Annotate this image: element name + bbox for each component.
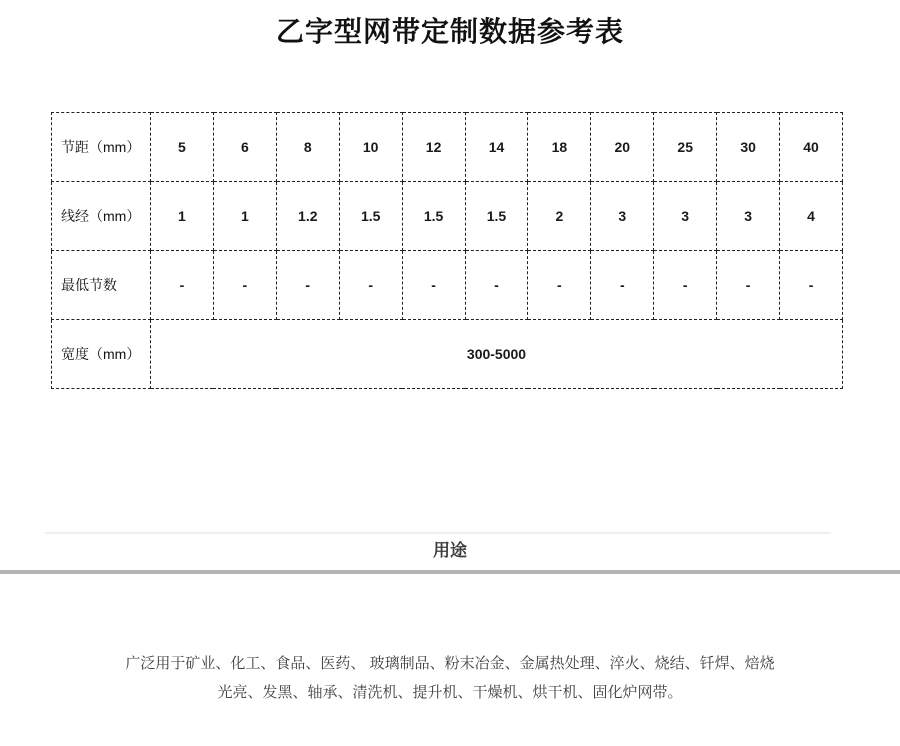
table-cell: 5	[151, 113, 214, 182]
table-cell: 12	[402, 113, 465, 182]
table-cell: 1.2	[276, 182, 339, 251]
table-cell: 1.5	[465, 182, 528, 251]
table-cell: 18	[528, 113, 591, 182]
table-cell: 4	[780, 182, 843, 251]
table-row-min-sections	[52, 251, 843, 320]
page-title: 乙字型网带定制数据参考表	[275, 16, 624, 47]
table-cell: -	[591, 251, 654, 320]
table-cell: -	[402, 251, 465, 320]
table-cell: 3	[717, 182, 780, 251]
table-cell: 3	[654, 182, 717, 251]
table-cell: -	[654, 251, 717, 320]
table-row-pitch	[52, 113, 843, 182]
table-cell: 20	[591, 113, 654, 182]
row-label-width: 宽度（mm）	[52, 320, 151, 389]
table-cell: -	[465, 251, 528, 320]
usage-top-divider	[45, 532, 831, 534]
table-cell: 2	[528, 182, 591, 251]
row-label-min-sections: 最低节数	[52, 251, 151, 320]
table-row-width	[52, 320, 843, 389]
table-cell: 10	[339, 113, 402, 182]
table-cell: 1.5	[339, 182, 402, 251]
table-cell: 1	[213, 182, 276, 251]
row-label-pitch: 节距（mm）	[52, 113, 151, 182]
table-cell: 40	[780, 113, 843, 182]
table-row-wire	[52, 182, 843, 251]
row-label-wire: 线经（mm）	[52, 182, 151, 251]
table-cell: -	[717, 251, 780, 320]
section-divider	[0, 570, 900, 574]
table-cell: 30	[717, 113, 780, 182]
table-cell: 25	[654, 113, 717, 182]
table-cell-width-range: 300-5000	[151, 320, 843, 389]
table-cell: -	[151, 251, 214, 320]
table-cell: -	[276, 251, 339, 320]
usage-paragraph	[100, 649, 800, 707]
usage-line-2: 光亮、发黑、轴承、清洗机、提升机、干燥机、烘干机、固化炉网带。	[217, 684, 683, 701]
table-cell: 1	[151, 182, 214, 251]
table-cell: -	[780, 251, 843, 320]
table-cell: 1.5	[402, 182, 465, 251]
table-cell: 14	[465, 113, 528, 182]
usage-line-1: 广泛用于矿业、化工、食品、医药、 玻璃制品、粉末冶金、金属热处理、淬火、烧结、钎焊、焙烧	[125, 655, 775, 672]
spec-table	[51, 112, 843, 389]
usage-heading: 用途	[433, 541, 467, 560]
table-cell: -	[213, 251, 276, 320]
table-cell: 6	[213, 113, 276, 182]
table-cell: -	[339, 251, 402, 320]
table-cell: 3	[591, 182, 654, 251]
table-cell: 8	[276, 113, 339, 182]
table-cell: -	[528, 251, 591, 320]
